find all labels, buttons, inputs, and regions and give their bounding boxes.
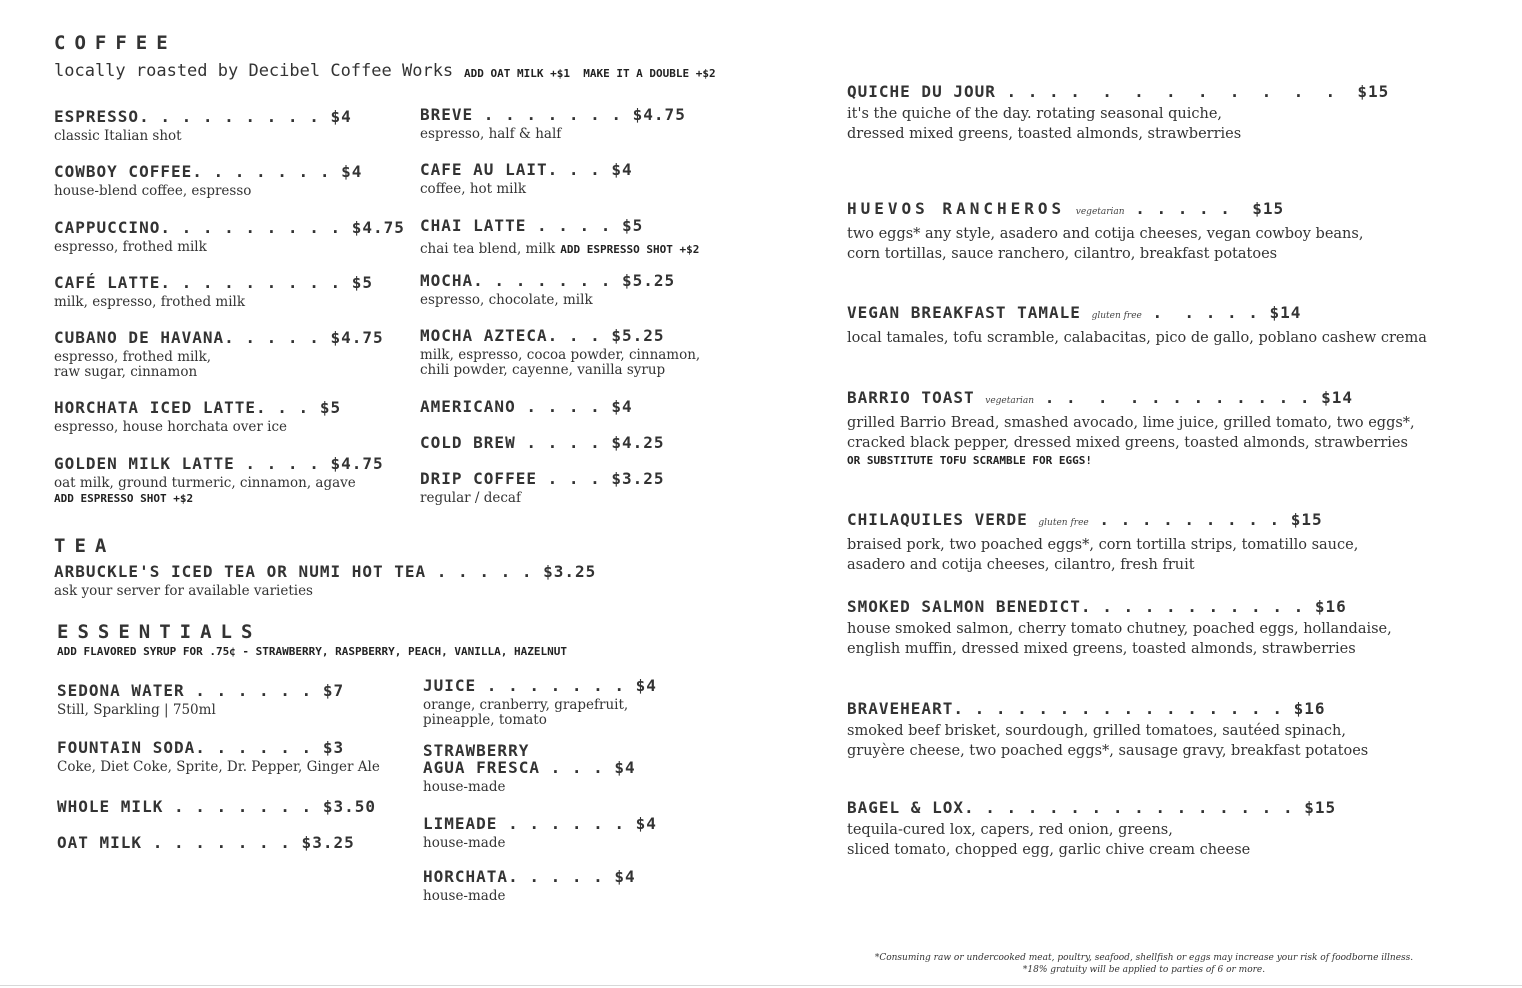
item-name: GOLDEN MILK LATTE . . . . $4.75 bbox=[54, 454, 384, 473]
item-desc: braised pork, two poached eggs*, corn tortilla strips, tomatillo sauce, asadero and cotija cheeses, cilantro, fresh fruit bbox=[847, 537, 1359, 573]
menu-item bbox=[57, 738, 380, 775]
menu-item bbox=[420, 469, 665, 506]
item-name: SMOKED SALMON BENEDICT. . . . . . . . . . . $16 bbox=[847, 597, 1347, 616]
item-name: JUICE . . . . . . . $4 bbox=[423, 676, 657, 695]
menu-item bbox=[54, 107, 352, 144]
item-desc: two eggs* any style, asadero and cotija cheeses, vegan cowboy beans, corn tortillas, sauce ranchero, cilantro, breakfast potatoes bbox=[847, 226, 1364, 262]
menu-item bbox=[57, 833, 355, 853]
item-name: CAFÉ LATTE. . . . . . . . . $5 bbox=[54, 273, 373, 292]
item-name: BAGEL & LOX. . . . . . . . . . . . . . . . $15 bbox=[847, 798, 1337, 817]
item-desc: house-blend coffee, espresso bbox=[54, 183, 252, 199]
menu-item bbox=[54, 328, 384, 380]
item-name: STRAWBERRY AGUA FRESCA . . . $4 bbox=[423, 741, 636, 777]
item-name-row bbox=[847, 303, 1427, 326]
bottom-divider bbox=[0, 985, 1522, 986]
item-name-row bbox=[847, 388, 1415, 411]
food-item bbox=[847, 82, 1389, 144]
item-desc: classic Italian shot bbox=[54, 128, 182, 144]
dietary-tag: gluten free bbox=[1038, 518, 1089, 528]
menu-item bbox=[54, 218, 405, 255]
food-item bbox=[847, 388, 1415, 467]
menu-item bbox=[54, 273, 373, 310]
item-name: HUEVOS RANCHEROS bbox=[847, 199, 1066, 218]
item-name: MOCHA AZTECA. . . $5.25 bbox=[420, 326, 665, 345]
item-desc: espresso, frothed milk, raw sugar, cinnamon bbox=[54, 349, 212, 380]
item-name: BARRIO TOAST bbox=[847, 388, 975, 407]
dietary-tag: vegetarian bbox=[1075, 207, 1125, 217]
item-name: MOCHA. . . . . . . $5.25 bbox=[420, 271, 676, 290]
menu-item bbox=[420, 216, 699, 257]
footnote-raw-food: *Consuming raw or undercooked meat, poultry, seafood, shellfish or eggs may increase your risk of foodborne illness. bbox=[874, 953, 1414, 963]
item-name: CAFE AU LAIT. . . $4 bbox=[420, 160, 633, 179]
item-desc: orange, cranberry, grapefruit, pineapple, tomato bbox=[423, 697, 629, 728]
item-desc: local tamales, tofu scramble, calabacitas, pico de gallo, poblano cashew crema bbox=[847, 330, 1427, 346]
menu-item bbox=[54, 454, 384, 505]
food-item bbox=[847, 597, 1392, 659]
item-desc: coffee, hot milk bbox=[420, 181, 526, 197]
item-name: ARBUCKLE'S ICED TEA OR NUMI HOT TEA . . . . . $3.25 bbox=[54, 562, 597, 581]
item-price: . . . . . . . . . $15 bbox=[1088, 510, 1323, 529]
item-desc: Coke, Diet Coke, Sprite, Dr. Pepper, Ginger Ale bbox=[57, 759, 380, 775]
item-desc: espresso, chocolate, milk bbox=[420, 292, 593, 308]
food-item bbox=[847, 510, 1358, 575]
food-item bbox=[847, 798, 1336, 860]
menu-item bbox=[420, 105, 686, 142]
item-name: HORCHATA. . . . . $4 bbox=[423, 867, 636, 886]
food-item bbox=[847, 699, 1368, 761]
menu-item bbox=[423, 814, 657, 851]
item-note: ADD ESPRESSO SHOT +$2 bbox=[560, 243, 700, 256]
item-name: ESPRESSO. . . . . . . . . $4 bbox=[54, 107, 352, 126]
item-name: WHOLE MILK . . . . . . . $3.50 bbox=[57, 797, 376, 816]
item-desc: chai tea blend, milk bbox=[420, 241, 556, 257]
item-name-row bbox=[847, 199, 1363, 222]
item-desc: house-made bbox=[423, 835, 506, 851]
item-name: OAT MILK . . . . . . . $3.25 bbox=[57, 833, 355, 852]
item-desc: espresso, half & half bbox=[420, 126, 562, 142]
item-desc: ask your server for available varieties bbox=[54, 583, 313, 599]
item-name: DRIP COFFEE . . . $3.25 bbox=[420, 469, 665, 488]
item-price: . . . . . $14 bbox=[1141, 303, 1302, 322]
item-desc: espresso, frothed milk bbox=[54, 239, 207, 255]
menu-item bbox=[420, 433, 665, 453]
menu-item bbox=[423, 742, 636, 795]
dietary-tag: gluten free bbox=[1091, 311, 1142, 321]
item-desc-row bbox=[420, 238, 699, 257]
menu-item bbox=[420, 160, 633, 197]
item-desc: it's the quiche of the day. rotating seasonal quiche, dressed mixed greens, toasted almonds, strawberries bbox=[847, 106, 1242, 142]
item-desc: house-made bbox=[423, 888, 506, 904]
coffee-addons: ADD OAT MILK +$1 MAKE IT A DOUBLE +$2 bbox=[464, 67, 716, 80]
item-name: VEGAN BREAKFAST TAMALE bbox=[847, 303, 1081, 322]
item-desc: smoked beef brisket, sourdough, grilled tomatoes, sautéed spinach, gruyère cheese, two poached eggs*, sausage gravy, breakfast potatoes bbox=[847, 723, 1369, 759]
coffee-subtitle: locally roasted by Decibel Coffee Works bbox=[54, 61, 454, 81]
menu-item bbox=[57, 797, 376, 817]
item-desc: milk, espresso, cocoa powder, cinnamon, chili powder, cayenne, vanilla syrup bbox=[420, 347, 701, 378]
item-name: BRAVEHEART. . . . . . . . . . . . . . . . $16 bbox=[847, 699, 1326, 718]
item-name: LIMEADE . . . . . . $4 bbox=[423, 814, 657, 833]
item-desc: espresso, house horchata over ice bbox=[54, 419, 287, 435]
item-desc: Still, Sparkling | 750ml bbox=[57, 702, 216, 718]
menu-item bbox=[420, 397, 633, 417]
item-name: BREVE . . . . . . . $4.75 bbox=[420, 105, 686, 124]
essentials-title: ESSENTIALS bbox=[57, 621, 262, 643]
coffee-title: COFFEE bbox=[54, 32, 177, 54]
item-name-row bbox=[847, 510, 1358, 533]
item-price: . . . . . $15 bbox=[1124, 199, 1285, 218]
item-name: CAPPUCCINO. . . . . . . . . $4.75 bbox=[54, 218, 405, 237]
item-name: CHILAQUILES VERDE bbox=[847, 510, 1028, 529]
footnote bbox=[834, 952, 1454, 976]
item-name: COLD BREW . . . . $4.25 bbox=[420, 433, 665, 452]
item-note: ADD ESPRESSO SHOT +$2 bbox=[54, 492, 194, 505]
food-item bbox=[847, 199, 1363, 264]
menu-item bbox=[420, 326, 700, 378]
item-desc: oat milk, ground turmeric, cinnamon, agave bbox=[54, 475, 356, 491]
item-desc: house smoked salmon, cherry tomato chutney, poached eggs, hollandaise, english muffin, dressed mixed greens, toasted almonds, strawberries bbox=[847, 621, 1392, 657]
menu-item bbox=[54, 398, 341, 435]
footnote-gratuity: *18% gratuity will be applied to parties of 6 or more. bbox=[1022, 965, 1266, 975]
item-name: AMERICANO . . . . $4 bbox=[420, 397, 633, 416]
menu-item bbox=[423, 867, 636, 904]
menu-item bbox=[57, 681, 344, 718]
item-desc: grilled Barrio Bread, smashed avocado, lime juice, grilled tomato, two eggs*, cracked black pepper, dressed mixed greens, toasted almonds, strawberries bbox=[847, 415, 1415, 451]
item-desc: tequila-cured lox, capers, red onion, greens, sliced tomato, chopped egg, garlic chive cream cheese bbox=[847, 822, 1251, 858]
item-name: COWBOY COFFEE. . . . . . . $4 bbox=[54, 162, 363, 181]
tea-title: TEA bbox=[54, 535, 116, 557]
item-name: QUICHE DU JOUR . . . . . . . . . . . . $15 bbox=[847, 82, 1390, 101]
food-item bbox=[847, 303, 1427, 348]
item-desc: milk, espresso, frothed milk bbox=[54, 294, 246, 310]
item-name: CHAI LATTE . . . . $5 bbox=[420, 216, 644, 235]
item-name: HORCHATA ICED LATTE. . . $5 bbox=[54, 398, 342, 417]
item-price: . . . . . . . . . . . . $14 bbox=[1034, 388, 1354, 407]
essentials-addons: ADD FLAVORED SYRUP FOR .75¢ - STRAWBERRY, RASPBERRY, PEACH, VANILLA, HAZELNUT bbox=[57, 645, 567, 658]
item-name: CUBANO DE HAVANA. . . . . $4.75 bbox=[54, 328, 384, 347]
item-note: OR SUBSTITUTE TOFU SCRAMBLE FOR EGGS! bbox=[847, 454, 1093, 467]
menu-item bbox=[420, 271, 675, 308]
item-name: SEDONA WATER . . . . . . $7 bbox=[57, 681, 345, 700]
item-desc: house-made bbox=[423, 779, 506, 795]
menu-item bbox=[423, 676, 657, 728]
item-name: FOUNTAIN SODA. . . . . . $3 bbox=[57, 738, 345, 757]
menu-item bbox=[54, 562, 596, 599]
dietary-tag: vegetarian bbox=[985, 396, 1035, 406]
menu-item bbox=[54, 162, 362, 199]
item-desc: regular / decaf bbox=[420, 490, 521, 506]
